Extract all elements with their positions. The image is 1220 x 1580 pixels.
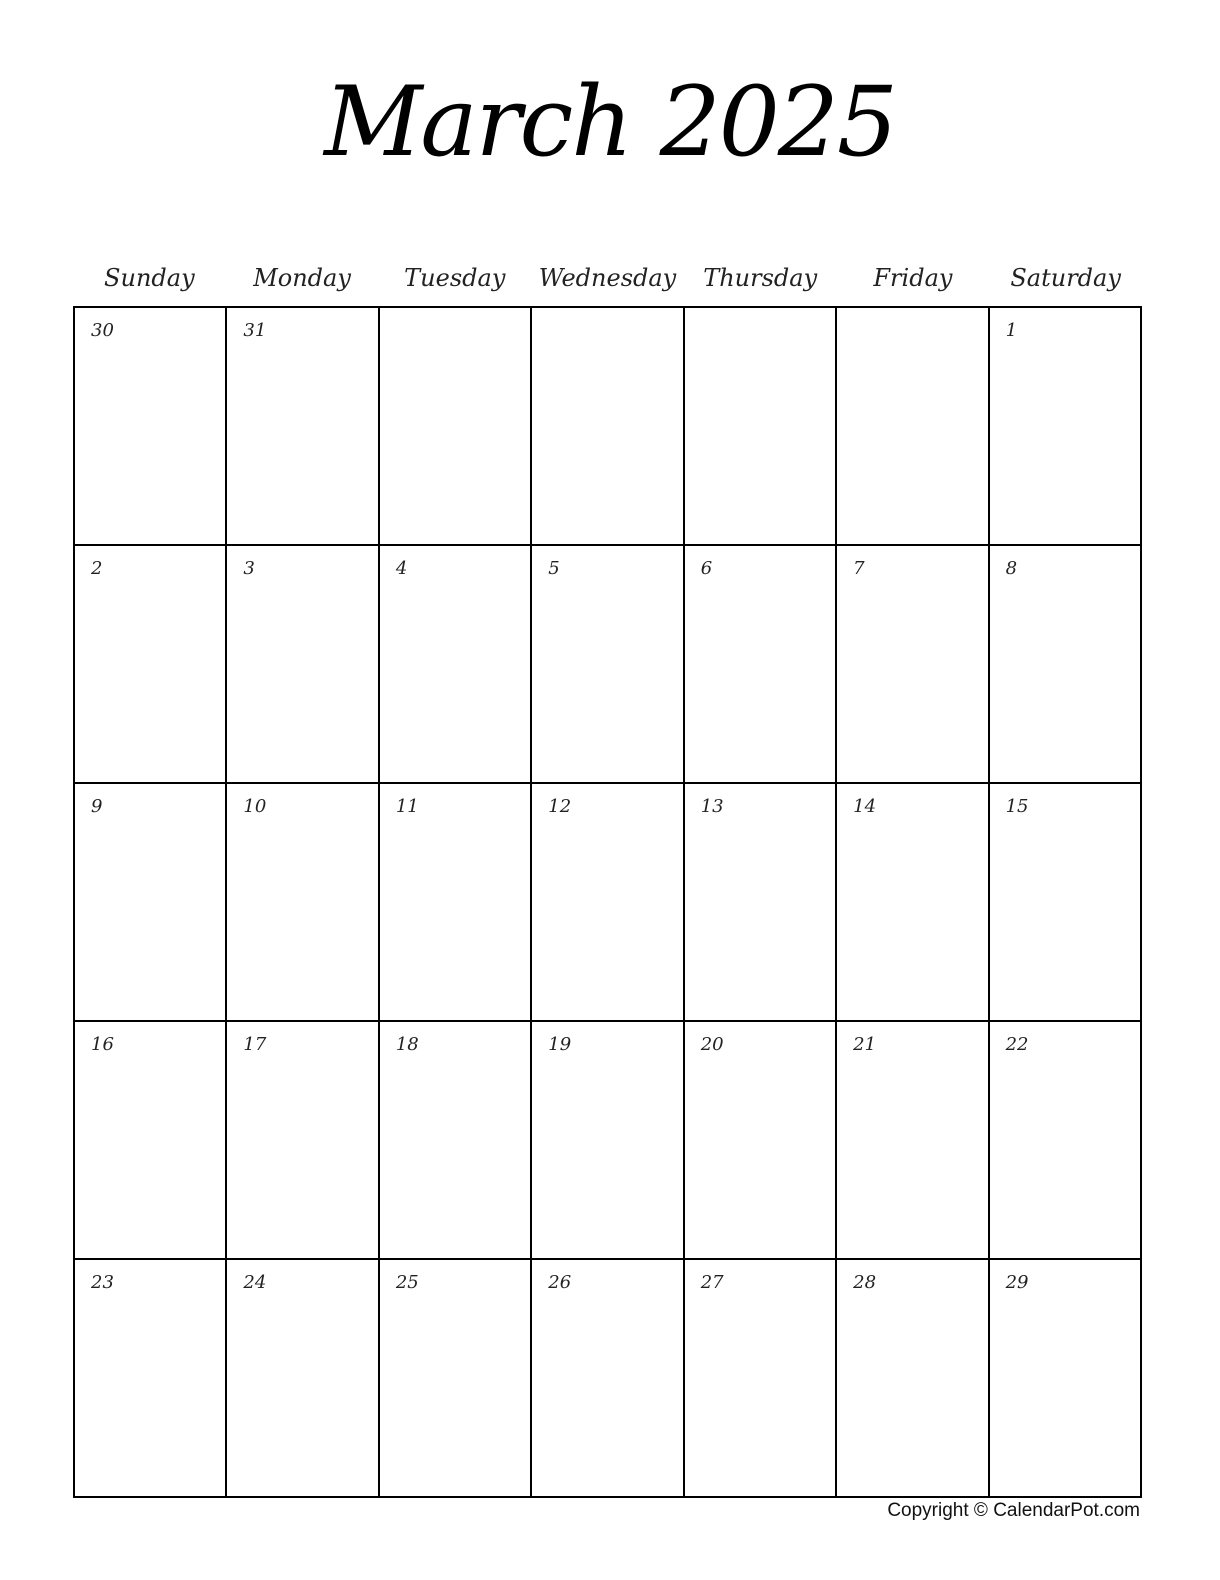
weekday-thursday: Thursday xyxy=(703,264,818,292)
day-cell xyxy=(990,546,1142,784)
day-number: 26 xyxy=(548,1272,572,1293)
day-cell xyxy=(227,1260,379,1498)
day-cell xyxy=(837,784,989,1022)
day-cell xyxy=(532,546,684,784)
day-number: 8 xyxy=(1005,558,1018,579)
day-number: 13 xyxy=(700,796,724,817)
day-cell xyxy=(380,308,532,546)
copyright-text: Copyright © CalendarPot.com xyxy=(887,1500,1140,1521)
day-number: 14 xyxy=(853,796,877,817)
day-cell xyxy=(685,546,837,784)
day-number: 2 xyxy=(91,558,103,579)
day-number: 25 xyxy=(395,1272,419,1293)
day-number: 6 xyxy=(700,558,713,579)
weekday-tuesday: Tuesday xyxy=(404,264,506,292)
weekday-monday: Monday xyxy=(253,264,351,292)
day-cell xyxy=(75,308,227,546)
day-cell xyxy=(990,1260,1142,1498)
day-number: 17 xyxy=(243,1034,267,1055)
day-cell xyxy=(685,1260,837,1498)
day-cell xyxy=(532,784,684,1022)
day-number: 5 xyxy=(548,558,560,579)
day-cell xyxy=(227,308,379,546)
day-cell xyxy=(685,784,837,1022)
day-number: 27 xyxy=(700,1272,724,1293)
day-number: 20 xyxy=(700,1034,724,1055)
day-cell xyxy=(837,546,989,784)
day-number: 19 xyxy=(548,1034,572,1055)
day-cell xyxy=(227,784,379,1022)
weekday-friday: Friday xyxy=(873,264,953,292)
day-number: 22 xyxy=(1005,1034,1029,1055)
weekday-header-row xyxy=(73,258,1142,298)
day-cell xyxy=(227,1022,379,1260)
day-number: 31 xyxy=(243,320,267,341)
calendar-grid xyxy=(73,306,1142,1498)
day-cell xyxy=(837,1022,989,1260)
day-number: 11 xyxy=(395,796,419,817)
day-cell xyxy=(380,784,532,1022)
weekday-sunday: Sunday xyxy=(104,264,195,292)
day-cell xyxy=(532,308,684,546)
day-cell xyxy=(227,546,379,784)
day-cell xyxy=(990,308,1142,546)
day-number: 9 xyxy=(91,796,103,817)
day-cell xyxy=(532,1260,684,1498)
day-number: 7 xyxy=(853,558,865,579)
weekday-wednesday: Wednesday xyxy=(538,264,677,292)
day-cell xyxy=(75,784,227,1022)
day-number: 21 xyxy=(853,1034,877,1055)
day-number: 30 xyxy=(91,320,114,341)
day-number: 28 xyxy=(853,1272,877,1293)
day-cell xyxy=(990,784,1142,1022)
day-cell xyxy=(380,1260,532,1498)
day-number: 18 xyxy=(395,1034,419,1055)
day-number: 15 xyxy=(1005,796,1029,817)
day-number: 16 xyxy=(91,1034,114,1055)
day-cell xyxy=(837,308,989,546)
day-number: 23 xyxy=(91,1272,114,1293)
page-title: March 2025 xyxy=(324,66,896,178)
day-cell xyxy=(837,1260,989,1498)
day-cell xyxy=(532,1022,684,1260)
weekday-saturday: Saturday xyxy=(1010,264,1121,292)
day-cell xyxy=(380,546,532,784)
day-cell xyxy=(75,1260,227,1498)
day-number: 12 xyxy=(548,796,572,817)
day-cell xyxy=(685,1022,837,1260)
day-number: 29 xyxy=(1005,1272,1029,1293)
day-cell xyxy=(75,546,227,784)
day-cell xyxy=(380,1022,532,1260)
day-number: 3 xyxy=(243,558,255,579)
day-number: 4 xyxy=(395,558,408,579)
day-cell xyxy=(685,308,837,546)
day-number: 10 xyxy=(243,796,267,817)
day-number: 24 xyxy=(243,1272,267,1293)
day-cell xyxy=(990,1022,1142,1260)
day-cell xyxy=(75,1022,227,1260)
day-number: 1 xyxy=(1005,320,1018,341)
